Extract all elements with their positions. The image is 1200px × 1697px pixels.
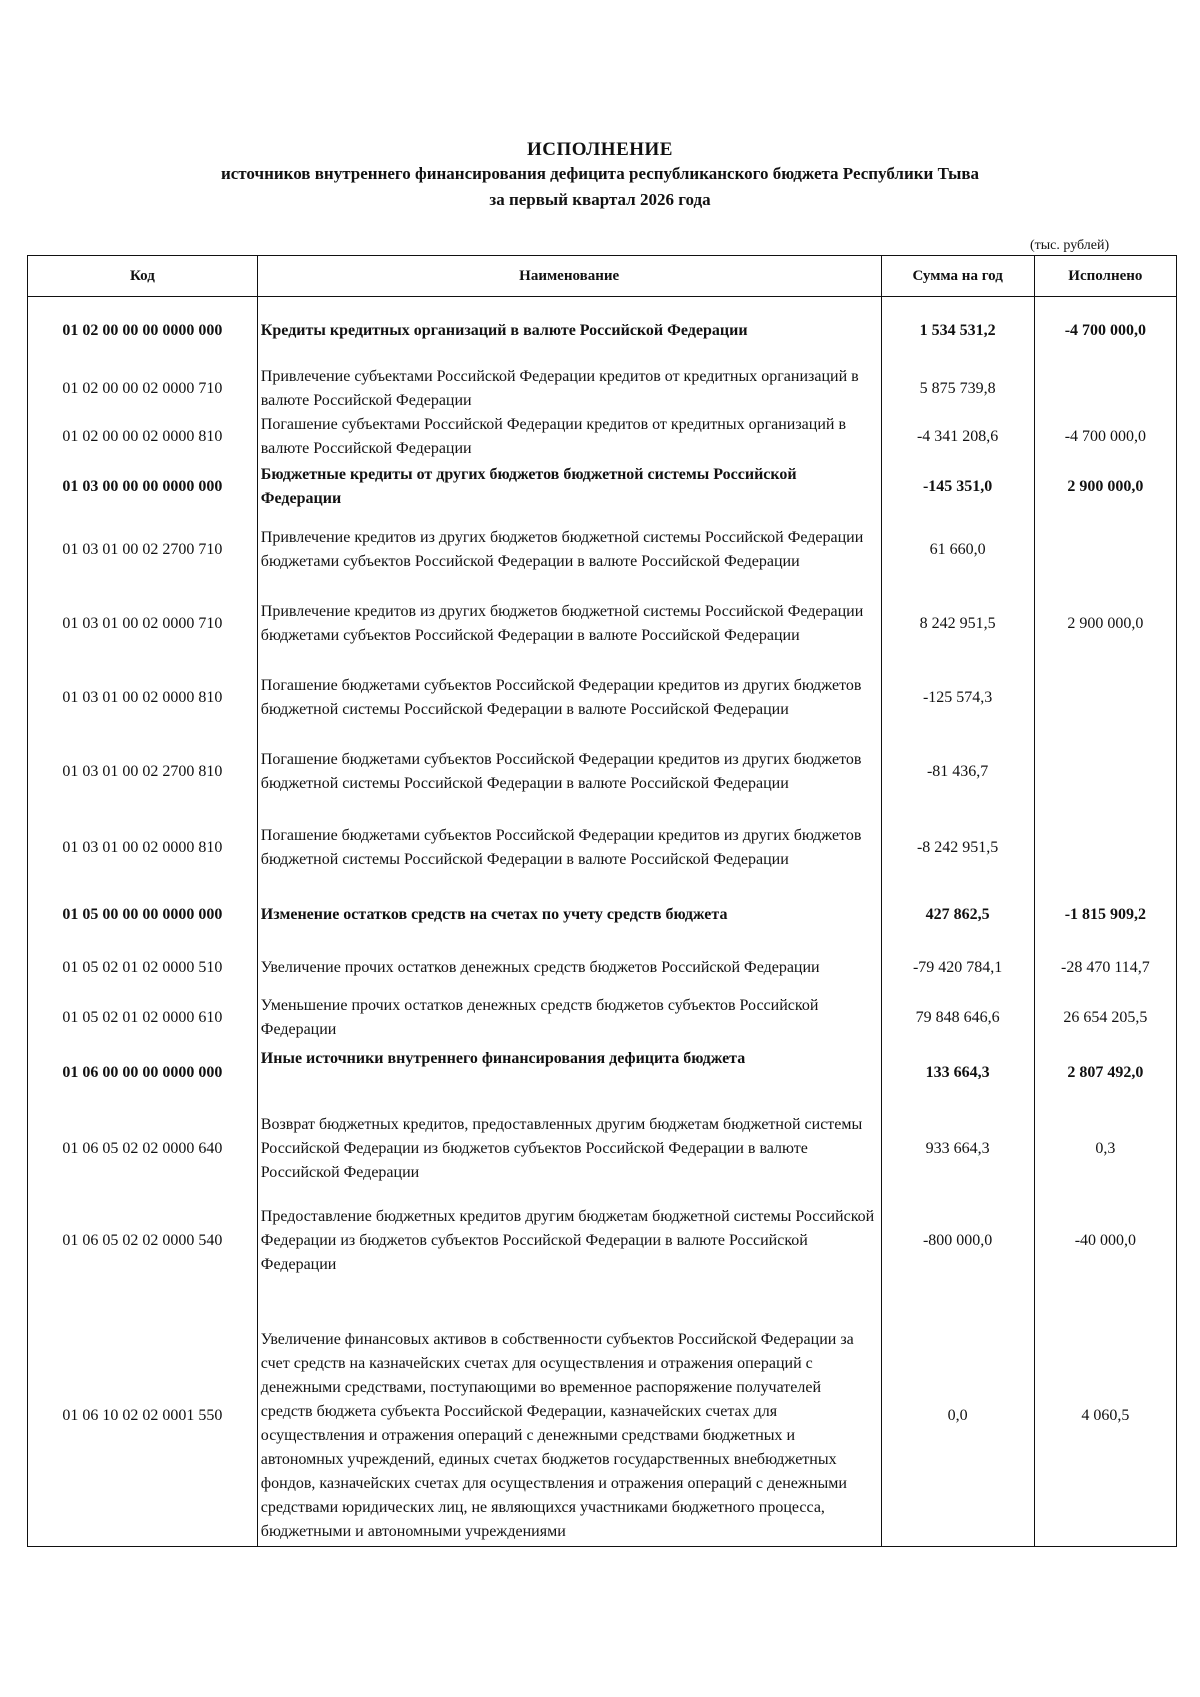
cell-code: 01 06 00 00 00 0000 000 <box>28 1043 258 1103</box>
cell-name: Возврат бюджетных кредитов, предоставленных другим бюджетам бюджетной системы Российской Федерации из бюджетов субъектов Российской Федерации в валюте Российской Федерации <box>257 1103 881 1195</box>
cell-code: 01 03 00 00 00 0000 000 <box>28 461 258 513</box>
cell-code: 01 05 02 01 02 0000 510 <box>28 943 258 993</box>
cell-name: Предоставление бюджетных кредитов другим бюджетам бюджетной системы Российской Федерации из бюджетов субъектов Российской Федерации в валюте Российской Федерации <box>257 1195 881 1287</box>
cell-executed: -4 700 000,0 <box>1034 297 1176 365</box>
cell-code: 01 05 02 01 02 0000 610 <box>28 993 258 1043</box>
cell-year-amount: 79 848 646,6 <box>881 993 1034 1043</box>
table-row <box>28 809 1177 887</box>
cell-executed: 26 654 205,5 <box>1034 993 1176 1043</box>
cell-name: Кредиты кредитных организаций в валюте Российской Федерации <box>257 297 881 365</box>
cell-year-amount: 427 862,5 <box>881 887 1034 943</box>
column-header-year-amount: Сумма на год <box>881 256 1034 297</box>
cell-code: 01 06 05 02 02 0000 640 <box>28 1103 258 1195</box>
cell-executed: -4 700 000,0 <box>1034 413 1176 461</box>
cell-executed <box>1034 365 1176 413</box>
cell-name: Изменение остатков средств на счетах по учету средств бюджета <box>257 887 881 943</box>
cell-code: 01 02 00 00 00 0000 000 <box>28 297 258 365</box>
table-row <box>28 297 1177 365</box>
cell-year-amount: -81 436,7 <box>881 735 1034 809</box>
cell-year-amount: -800 000,0 <box>881 1195 1034 1287</box>
cell-name: Погашение субъектами Российской Федерации кредитов от кредитных организаций в валюте Российской Федерации <box>257 413 881 461</box>
cell-name: Привлечение субъектами Российской Федерации кредитов от кредитных организаций в валюте Российской Федерации <box>257 365 881 413</box>
table-row <box>28 1287 1177 1547</box>
column-header-name: Наименование <box>257 256 881 297</box>
cell-code: 01 06 05 02 02 0000 540 <box>28 1195 258 1287</box>
cell-executed <box>1034 661 1176 735</box>
document-period: за первый квартал 2026 года <box>489 190 711 209</box>
cell-name: Погашение бюджетами субъектов Российской Федерации кредитов из других бюджетов бюджетной системы Российской Федерации в валюте Российской Федерации <box>257 661 881 735</box>
table-row <box>28 413 1177 461</box>
cell-code: 01 06 10 02 02 0001 550 <box>28 1287 258 1547</box>
cell-executed: -40 000,0 <box>1034 1195 1176 1287</box>
cell-year-amount: -8 242 951,5 <box>881 809 1034 887</box>
cell-executed <box>1034 735 1176 809</box>
cell-code: 01 03 01 00 02 0000 810 <box>28 809 258 887</box>
cell-executed: -1 815 909,2 <box>1034 887 1176 943</box>
cell-executed: -28 470 114,7 <box>1034 943 1176 993</box>
cell-year-amount: 1 534 531,2 <box>881 297 1034 365</box>
cell-name: Увеличение финансовых активов в собственности субъектов Российской Федерации за счет средств на казначейских счетах для осуществления и отражения операций с денежными средствами, поступающими во временное распоряжение получателей средств бюджета субъекта Российской Федерации, казначейских счетах для осуществления и отражения операций с денежными средствами бюджетных и автономных учреждений, единых счетах бюджетов государственных внебюджетных фондов, казначейских счетах для осуществления и отражения операций с денежными средствами юридических лиц, не являющихся участниками бюджетного процесса, бюджетными и автономными учреждениями <box>257 1287 881 1547</box>
cell-executed: 0,3 <box>1034 1103 1176 1195</box>
cell-year-amount: 933 664,3 <box>881 1103 1034 1195</box>
table-row <box>28 461 1177 513</box>
cell-executed: 4 060,5 <box>1034 1287 1176 1547</box>
cell-year-amount: 61 660,0 <box>881 513 1034 587</box>
cell-code: 01 03 01 00 02 0000 810 <box>28 661 258 735</box>
table-row <box>28 1195 1177 1287</box>
table-row <box>28 587 1177 661</box>
cell-executed <box>1034 513 1176 587</box>
table-row <box>28 887 1177 943</box>
cell-name: Увеличение прочих остатков денежных средств бюджетов Российской Федерации <box>257 943 881 993</box>
cell-year-amount: -125 574,3 <box>881 661 1034 735</box>
cell-year-amount: 8 242 951,5 <box>881 587 1034 661</box>
cell-year-amount: 133 664,3 <box>881 1043 1034 1103</box>
table-row <box>28 1043 1177 1103</box>
cell-executed: 2 900 000,0 <box>1034 461 1176 513</box>
table-row <box>28 365 1177 413</box>
document-subtitle: источников внутреннего финансирования дефицита республиканского бюджета Республики Тыва <box>220 164 980 183</box>
document-title: ИСПОЛНЕНИЕ <box>527 139 673 160</box>
table-row <box>28 661 1177 735</box>
table-row <box>28 943 1177 993</box>
cell-code: 01 03 01 00 02 2700 810 <box>28 735 258 809</box>
cell-executed: 2 807 492,0 <box>1034 1043 1176 1103</box>
cell-year-amount: -145 351,0 <box>881 461 1034 513</box>
cell-year-amount: -4 341 208,6 <box>881 413 1034 461</box>
cell-name: Иные источники внутреннего финансирования дефицита бюджета <box>257 1043 881 1103</box>
table-row <box>28 513 1177 587</box>
financing-table <box>27 255 1177 1547</box>
cell-name: Погашение бюджетами субъектов Российской Федерации кредитов из других бюджетов бюджетной системы Российской Федерации в валюте Российской Федерации <box>257 809 881 887</box>
cell-year-amount: 5 875 739,8 <box>881 365 1034 413</box>
column-header-code: Код <box>28 256 258 297</box>
cell-name: Бюджетные кредиты от других бюджетов бюджетной системы Российской Федерации <box>257 461 881 513</box>
table-row <box>28 1103 1177 1195</box>
unit-label: (тыс. рублей) <box>1030 238 1110 253</box>
cell-code: 01 02 00 00 02 0000 810 <box>28 413 258 461</box>
cell-name: Привлечение кредитов из других бюджетов бюджетной системы Российской Федерации бюджетами субъектов Российской Федерации в валюте Российской Федерации <box>257 587 881 661</box>
cell-code: 01 02 00 00 02 0000 710 <box>28 365 258 413</box>
cell-year-amount: -79 420 784,1 <box>881 943 1034 993</box>
cell-code: 01 03 01 00 02 0000 710 <box>28 587 258 661</box>
cell-name: Уменьшение прочих остатков денежных средств бюджетов субъектов Российской Федерации <box>257 993 881 1043</box>
table-row <box>28 735 1177 809</box>
cell-year-amount: 0,0 <box>881 1287 1034 1547</box>
column-header-executed: Исполнено <box>1034 256 1176 297</box>
cell-name: Погашение бюджетами субъектов Российской Федерации кредитов из других бюджетов бюджетной системы Российской Федерации в валюте Российской Федерации <box>257 735 881 809</box>
cell-executed <box>1034 809 1176 887</box>
cell-executed: 2 900 000,0 <box>1034 587 1176 661</box>
cell-name: Привлечение кредитов из других бюджетов бюджетной системы Российской Федерации бюджетами субъектов Российской Федерации в валюте Российской Федерации <box>257 513 881 587</box>
cell-code: 01 05 00 00 00 0000 000 <box>28 887 258 943</box>
table-row <box>28 993 1177 1043</box>
cell-code: 01 03 01 00 02 2700 710 <box>28 513 258 587</box>
